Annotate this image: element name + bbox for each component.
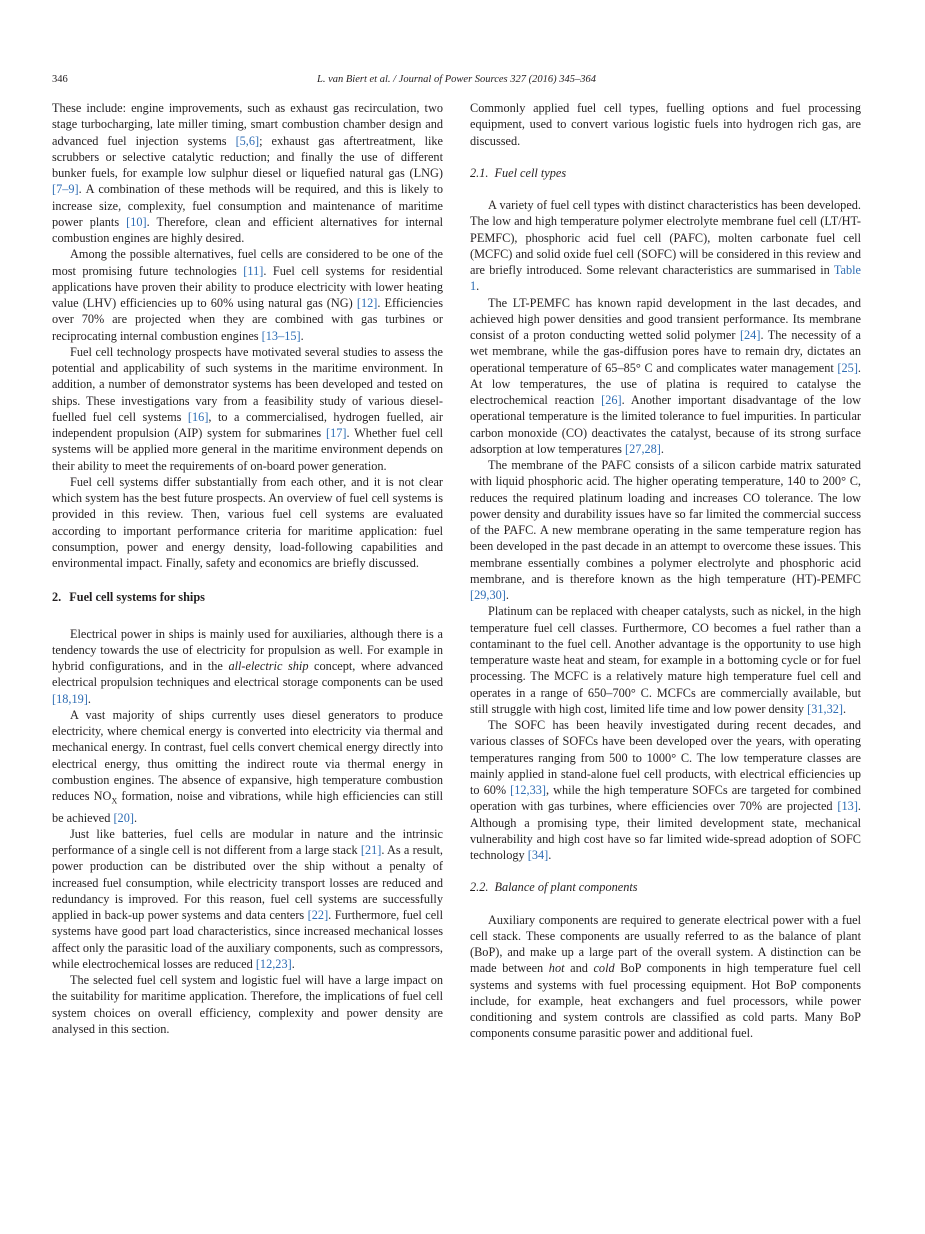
paragraph: The membrane of the PAFC consists of a silicon carbide matrix saturated with liquid phosphoric acid. The higher operating temperature, 140 to 200° C, reduces the required platinum loading and increases CO tolerance. The low power density and durability issues have so far limited the commercial success of the PAFC. A new membrane operating in the same temperature region has been developed in the past decade in an attempt to overcome these issues. This membrane essentially combines a polymer electrolyte and phosphoric acid membrane, and is therefore known as the high temperature (HT)-PEMFC [29,30].: [470, 458, 861, 602]
citation-link[interactable]: [20]: [113, 810, 134, 825]
citation-link[interactable]: [26]: [601, 393, 622, 407]
citation-link[interactable]: [25]: [837, 360, 858, 375]
citation-link[interactable]: [22]: [307, 908, 329, 923]
citation-link[interactable]: [13]: [837, 799, 858, 814]
paragraph: The SOFC has been heavily investigated during recent decades, and various classes of SOFCs have been developed over the years, with operating temperatures ranging from 500 to 1000° C. The low temperature classes are mainly applied in stand-alone fuel cell products, with electrical efficiencies up to 60% [12,33], while the high temperature SOFCs are targeted for combined operation with gas turbines, where efficiencies over 70% are projected [13]. Although a promising type, their limited development state, mechanical vulnerability and high cost have so far limited wide-spread adoption of SOFC technology [34].: [470, 718, 861, 862]
citation-link[interactable]: [27,28]: [625, 441, 661, 456]
citation-link[interactable]: [7–9]: [52, 182, 79, 197]
citation-link[interactable]: [34]: [527, 848, 549, 862]
paragraph: Just like batteries, fuel cells are modular in nature and the intrinsic performance of a single cell is not different from a large stack [21]. As a result, power production can be distributed over the ship without a penalty of increased fuel consumption, while electricity transport losses are reduced and redundancy is improved. For this reason, fuel cell systems are successfully applied in back-up power systems and data centers [22]. Furthermore, fuel cell systems have good part load characteristics, since increased mechanical losses affect only the parasitic load of the auxiliary components, such as compressors, while electrochemical losses are reduced [12,23].: [52, 826, 443, 971]
paragraph: The LT-PEMFC has known rapid development in the last decades, and achieved high power densities and good transient performance. Its membrane consist of a proton conducting wetted solid polymer [24]. The necessity of a wet membrane, while the gas-diffusion pores have to remain dry, dictates an operational temperature of 65–85° C and complicates water management [25]. At low temperatures, the use of platina is required to catalyse the electrochemical reaction [26]. Another important disadvantage of the low operational temperature is the limited tolerance to fuel impurities. In particular carbon monoxide (CO) deactivates the catalyst, because of its strong surface adsorption at low temperatures [27,28].: [470, 295, 862, 456]
right-column: [470, 100, 861, 1042]
citation-link[interactable]: [21]: [360, 843, 382, 858]
citation-link[interactable]: [10]: [126, 214, 147, 229]
paragraph: A variety of fuel cell types with distinct characteristics has been developed. The low and high temperature polymer electrolyte membrane fuel cell (LT/HT-PEMFC), phosphoric acid fuel cell (PAFC), molten carbonate fuel cell (MCFC) and solid oxide fuel cell (SOFC) will be considered in this review and are briefly introduced. Some relevant characteristics are summarised in Table 1.: [470, 198, 861, 294]
citation-link[interactable]: [18,19]: [52, 691, 88, 706]
subsection-heading: 2.2. Balance of plant components: [470, 880, 638, 895]
subsection-heading: 2.1. Fuel cell types: [470, 165, 567, 180]
citation-link[interactable]: [29,30]: [470, 588, 506, 602]
citation-link[interactable]: [12]: [356, 296, 378, 310]
citation-link[interactable]: [16]: [187, 409, 209, 424]
paragraph: Fuel cell technology prospects have motivated several studies to assess the potential and applicability of such systems in the maritime environment. In addition, a number of demonstrator systems has been developed and tested on ships. These investigations vary from a feasibility study of various diesel-fuelled fuel cell systems [16], to a commercialised, hydrogen fuelled, air independent propulsion (AIP) system for submarines [17]. Whether fuel cell systems will be applied more general in the maritime environment depends on their ability to meet the requirements of on-board power generation.: [52, 344, 444, 473]
paragraph: A vast majority of ships currently uses diesel generators to produce electricity, where chemical energy is converted into electricity via thermal and mechanical energy. In contrast, fuel cells convert chemical energy directly into electrical energy, thus omitting the indirect route via thermal energy in combustion engines. The absence of expansive, high temperature combustion reduces $NO_X$ formation, noise and vibrations, while high efficiencies can still be achieved [20].: [52, 707, 443, 825]
citation-link[interactable]: [17]: [326, 426, 347, 440]
paragraph: Platinum can be replaced with cheaper catalysts, such as nickel, in the high temperature fuel cell classes. Furthermore, CO becomes a fuel rather than a contaminant to the fuel cell. Another advantage is the opportunity to use high temperature waste heat and steam, for example in a bottoming cycle or for fuel processing. The MCFC is a relatively mature high temperature fuel cell and operates in a range of 650–700° C. MCFCs are commercially available, but still struggle with high cost, limited life time and low power density [31,32].: [470, 604, 861, 716]
left-column: [52, 100, 443, 1037]
paragraph: Among the possible alternatives, fuel cells are considered to be one of the most promising future technologies [11]. Fuel cell systems for residential applications have proven their ability to produce electricity with lower heating value (LHV) efficiencies up to 60% using natural gas (NG) [12]. Efficiencies over 70% are projected when they are combined with gas turbines or reciprocating internal combustion engines [13–15].: [52, 247, 443, 343]
citation-link[interactable]: [5,6]: [235, 133, 260, 148]
paragraph: These include: engine improvements, such as exhaust gas recirculation, two stage turbocharging, late miller timing, smart combustion chamber design and advanced fuel injection systems [5,6]; exhaust gas aftertreatment, like scrubbers or selective catalytic reduction; and finally the use of different bunker fuels, for example low sulphur diesel or liquefied natural gas (LNG) [7–9]. A combination of these methods will be required, and this is likely to increase size, complexity, fuel consumption and maintenance of maritime power plants [10]. Therefore, clean and efficient alternatives for internal combustion engines are highly desired.: [52, 101, 444, 245]
citation-link[interactable]: [12,33]: [510, 783, 547, 797]
paragraph: Fuel cell systems differ substantially from each other, and it is not clear which system has the best future prospects. An overview of fuel cell systems is provided in this review. Then, various fuel cell systems are evaluated according to important performance criteria for maritime application: fuel consumption, power and energy density, load-following capabilities and environmental impact. Finally, safety and economics are briefly discussed.: [52, 474, 443, 570]
paragraph: Commonly applied fuel cell types, fuelling options and fuel processing equipment, used to convert various logistic fuels into hydrogen rich gas, are discussed.: [470, 101, 861, 148]
running-title: L. van Biert et al. / Journal of Power Sources 327 (2016) 345–364: [317, 74, 596, 85]
page-header: [52, 72, 861, 88]
table-link[interactable]: Table 1: [470, 263, 861, 294]
citation-link[interactable]: [11]: [243, 263, 264, 278]
citation-link[interactable]: [24]: [739, 328, 761, 342]
citation-link[interactable]: [13–15]: [261, 328, 301, 343]
page-number: 346: [52, 74, 68, 85]
citation-link[interactable]: [12,23]: [255, 956, 292, 971]
paragraph: The selected fuel cell system and logistic fuel will have a large impact on the suitability for maritime application. Therefore, the implications of fuel cell system choices on overall efficiency, complexity and power density are analysed in this section.: [52, 973, 443, 1036]
paragraph: Auxiliary components are required to generate electrical power with a fuel cell stack. These components are usually referred to as the balance of plant (BoP), and make up a large part of the overall system. A distinction can be made between hot and cold BoP components in high temperature fuel cell systems and systems with fuel processing equipment. Hot BoP components include, for example, heat exchangers and fuel processors, while power conditioning and system controls are classified as cold parts. Many BoP components consume parasitic power and additional fuel.: [470, 912, 861, 1041]
section-heading: 2. Fuel cell systems for ships: [52, 590, 205, 605]
citation-link[interactable]: [31,32]: [807, 701, 843, 716]
paragraph: Electrical power in ships is mainly used for auxiliaries, although there is a tendency towards the use of electricity for propulsion as well. For example in hybrid configurations, and in the all-electric ship concept, where advanced electrical propulsion techniques and electrical storage components can be used [18,19].: [52, 626, 443, 706]
